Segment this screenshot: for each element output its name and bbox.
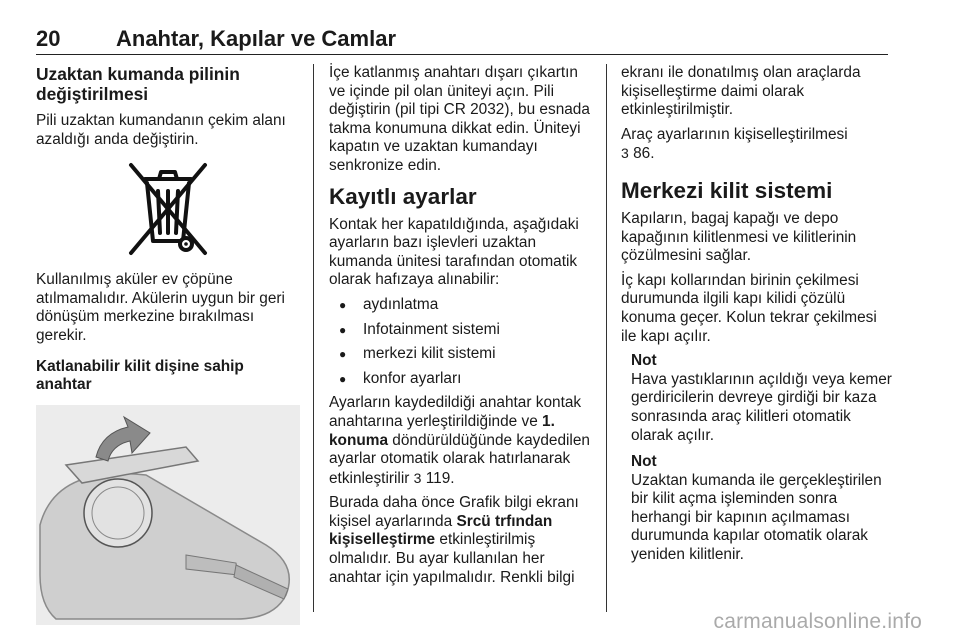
paragraph: Kontak her kapatıldığında, aşağıdaki ayarların bazı işlevleri uzaktan kumanda ünitesi tarafından otomatik olarak hafızaya alınabilir: (329, 215, 579, 289)
text-run: etkinleştirilmiş olmalıdır. Bu ayar kullanılan her anahtar için yapılmalıdır. Renkli bilgi (329, 531, 575, 586)
column-right (621, 64, 893, 573)
page-number: 20 (36, 26, 61, 51)
paragraph: İç kapı kollarından birinin çekilmesi durumunda ilgili kapı kilidi çözülü konuma geçer. Kolun tekrar çekilmesi ile kapı açılır. (621, 271, 877, 345)
page-ref-icon: 3 (621, 145, 629, 162)
section-heading-central-locking: Merkezi kilit sistemi (621, 177, 833, 203)
page-header (36, 24, 888, 55)
column-divider (313, 64, 314, 612)
note-text: Uzaktan kumanda ile gerçekleştirilen bir kilit açma işleminden sonra herhangi bir kapının açılmaması durumunda kapılar otomatik olarak yeniden kilitlenir. (631, 471, 882, 564)
subheading-folding-key: Katlanabilir kilit dişine sahip anahtar (36, 357, 244, 394)
text-run: Ayarların kaydedildiği anahtar kontak anahtarına yerleştirildiğinde ve (329, 394, 582, 430)
column-divider (606, 64, 607, 612)
note-box (621, 352, 893, 445)
column-left (36, 64, 300, 625)
paragraph: Kapıların, bagaj kapağı ve depo kapağının kilitlenmesi ve kilitlerinin çözülmesini sağlar. (621, 209, 857, 265)
page-ref[interactable]: 119. (425, 469, 455, 487)
bold-text: Srcü trfından kişiselleştirme (329, 512, 553, 549)
bold-text: 1. konuma (329, 412, 555, 449)
paragraph: ekranı ile donatılmış olan araçlarda kişiselleştirme daimi olarak etkinleştirilmiştir. (621, 64, 861, 119)
watermark: carmanualsonline.info (713, 610, 922, 633)
note-text: Hava yastıklarının açıldığı veya kemer gerdiricilerin devreye girdiği bir kaza sonrasında araç kilitleri otomatik olarak açılır. (631, 370, 892, 444)
paragraph (329, 394, 593, 488)
note-title: Not (631, 453, 657, 471)
text-run: döndürüldüğünde kaydedilen ayarlar otomatik olarak hatırlanarak etkinleştirilir (329, 431, 590, 487)
paragraph (329, 494, 593, 587)
chapter-title: Anahtar, Kapılar ve Camlar (116, 26, 397, 51)
paragraph: Pili uzaktan kumandanın çekim alanı azaldığı anda değiştirin. (36, 112, 286, 148)
text-run: Araç ayarlarının kişiselleştirilmesi (621, 125, 848, 143)
paragraph: Kullanılmış aküler ev çöpüne atılmamalıdır. Akülerin uygun bir geri dönüşüm merkezine bırakılması gerekir. (36, 271, 285, 344)
list-item: ● konfor ayarları (329, 370, 593, 389)
note-title: Not (631, 352, 657, 370)
crossed-bin-icon (123, 159, 213, 259)
paragraph (621, 126, 893, 164)
note-box (621, 453, 893, 565)
column-middle (329, 64, 593, 593)
folding-key-illustration (36, 405, 300, 625)
list-item: ● merkezi kilit sistemi (329, 345, 593, 364)
page-ref[interactable]: 86. (633, 145, 655, 163)
section-heading-battery: Uzaktan kumanda pilinin değiştirilmesi (36, 64, 240, 104)
paragraph: İçe katlanmış anahtarı dışarı çıkartın ve içinde pil olan üniteyi açın. Pili değiştirin (pil tipi CR 2032), bu esnada takma konumuna dikkat edin. Üniteyi kapatın ve uzaktan kumandayı senkronize edin. (329, 64, 590, 174)
list-item: ● Infotainment sistemi (329, 321, 593, 340)
text-run: Burada daha önce Grafik bilgi ekranı kişisel ayarlarında (329, 494, 579, 530)
page-ref-icon: 3 (413, 469, 422, 486)
list-item: ● aydınlatma (329, 296, 593, 315)
section-heading-saved-settings: Kayıtlı ayarlar (329, 183, 477, 209)
settings-list (329, 296, 593, 388)
